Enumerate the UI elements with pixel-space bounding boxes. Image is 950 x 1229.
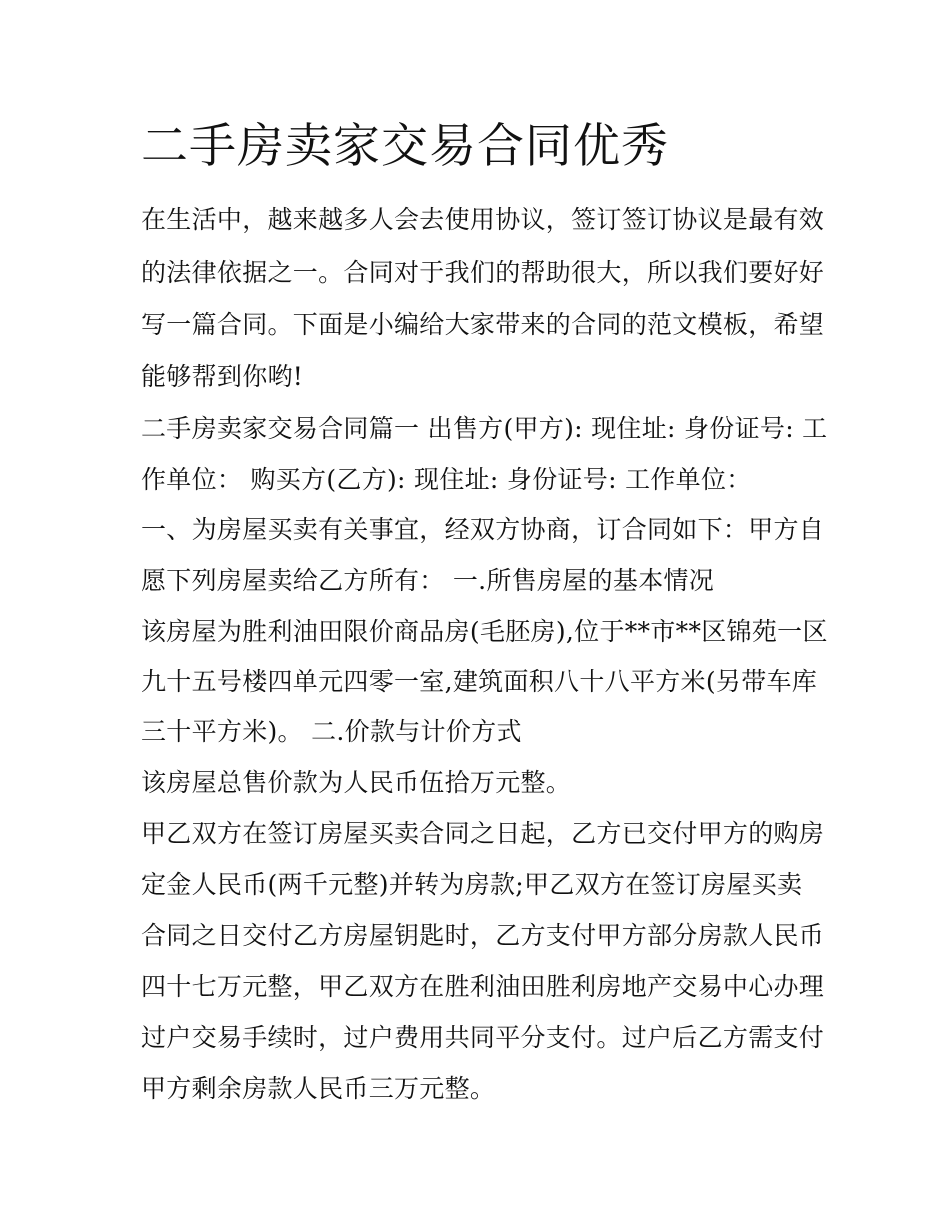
body-line: 四十七万元整，甲乙双方在胜利油田胜利房地产交易中心办理: [141, 972, 825, 1001]
body-line: 合同之日交付乙方房屋钥匙时，乙方支付甲方部分房款人民币: [141, 921, 825, 950]
body-line: 过户交易手续时，过户费用共同平分支付。过户后乙方需支付: [141, 1023, 825, 1052]
body-line: 三十平方米)。 二.价款与计价方式: [141, 717, 522, 746]
body-line: 甲方剩余房款人民币三万元整。: [141, 1074, 496, 1103]
body-line: 甲乙双方在签订房屋买卖合同之日起，乙方已交付甲方的购房: [141, 819, 825, 848]
body-line: 写一篇合同。下面是小编给大家带来的合同的范文模板，希望: [141, 310, 825, 339]
body-line: 的法律依据之一。合同对于我们的帮助很大，所以我们要好好: [141, 258, 825, 287]
body-line: 定金人民币(两千元整)并转为房款;甲乙双方在签订房屋买卖: [141, 870, 803, 899]
body-line: 九十五号楼四单元四零一室,建筑面积八十八平方米(另带车库: [141, 667, 818, 696]
body-line: 能够帮到你哟!: [141, 362, 304, 391]
body-line: 该房屋总售价款为人民币伍拾万元整。: [141, 768, 572, 797]
body-line: 二手房卖家交易合同篇一 出售方(甲方): 现住址: 身份证号: 工: [141, 414, 828, 443]
body-line: 愿下列房屋卖给乙方所有： 一.所售房屋的基本情况: [141, 566, 715, 595]
document-title: 二手房卖家交易合同优秀: [141, 119, 669, 174]
body-line: 在生活中，越来越多人会去使用协议，签订签订协议是最有效: [141, 205, 825, 234]
body-line: 作单位： 购买方(乙方): 现住址: 身份证号: 工作单位：: [141, 465, 752, 494]
body-line: 一、为房屋买卖有关事宜，经双方协商，订合同如下：甲方自: [141, 515, 825, 544]
body-line: 该房屋为胜利油田限价商品房(毛胚房),位于**市**区锦苑一区: [141, 617, 828, 646]
